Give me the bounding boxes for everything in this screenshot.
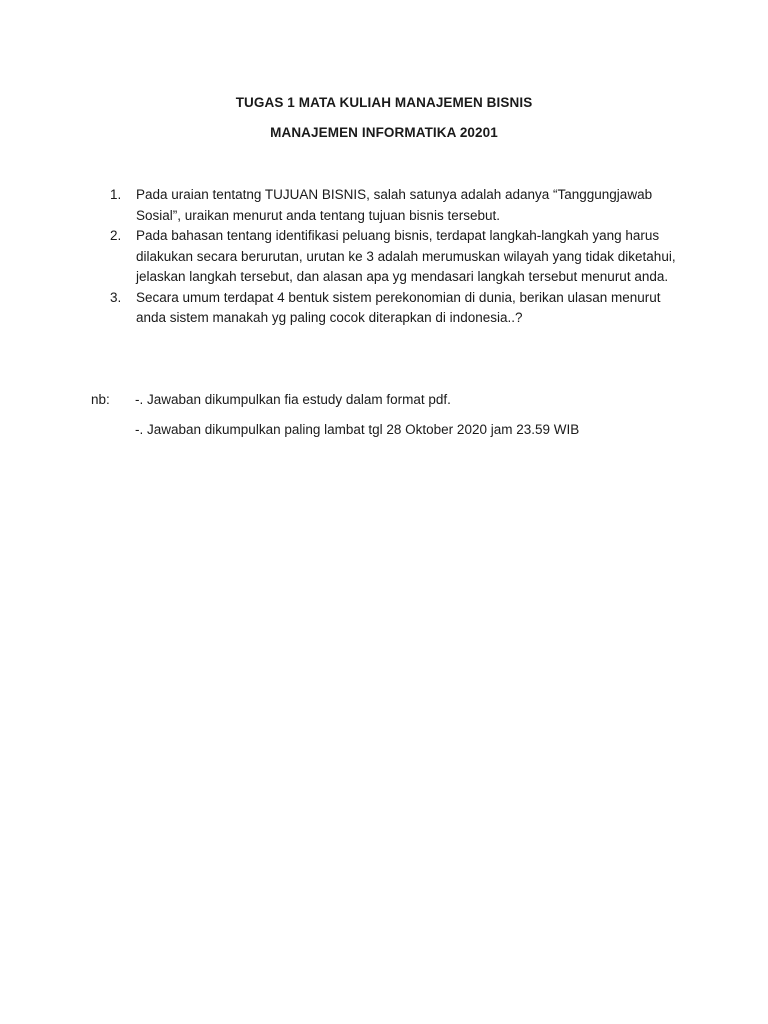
document-title: TUGAS 1 MATA KULIAH MANAJEMEN BISNIS <box>235 95 533 110</box>
note-text: -. Jawaban dikumpulkan paling lambat tgl 28 Oktober 2020 jam 23.59 WIB <box>135 422 580 437</box>
question-text: Pada uraian tentatng TUJUAN BISNIS, salah satunya adalah adanya “Tanggungjawab Sosial”, uraikan menurut anda tentang tujuan bisnis tersebut. <box>136 187 653 223</box>
question-number: 2. <box>110 228 122 243</box>
question-item-2 <box>110 226 690 288</box>
question-text: Secara umum terdapat 4 bentuk sistem perekonomian di dunia, berikan ulasan menurut anda sistem manakah yg paling cocok diterapkan di indonesia..? <box>136 289 661 325</box>
notes-section <box>91 390 691 450</box>
document-subtitle: MANAJEMEN INFORMATIKA 20201 <box>270 125 498 140</box>
question-list <box>110 185 690 329</box>
question-item-3 <box>110 288 690 329</box>
note-text: -. Jawaban dikumpulkan fia estudy dalam format pdf. <box>135 392 451 407</box>
question-number: 1. <box>110 187 122 202</box>
note-row-2 <box>91 420 691 450</box>
note-row-1 <box>91 390 691 420</box>
notes-label: nb: <box>91 392 110 407</box>
question-item-1 <box>110 185 690 226</box>
question-number: 3. <box>110 289 122 305</box>
question-text: Pada bahasan tentang identifikasi peluang bisnis, terdapat langkah-langkah yang harus dilakukan secara berurutan, urutan ke 3 adalah merumuskan wilayah yang tidak diketahui, jelaskan langkah tersebut, dan alasan apa yg mendasari langkah tersebut menurut anda. <box>136 228 676 284</box>
